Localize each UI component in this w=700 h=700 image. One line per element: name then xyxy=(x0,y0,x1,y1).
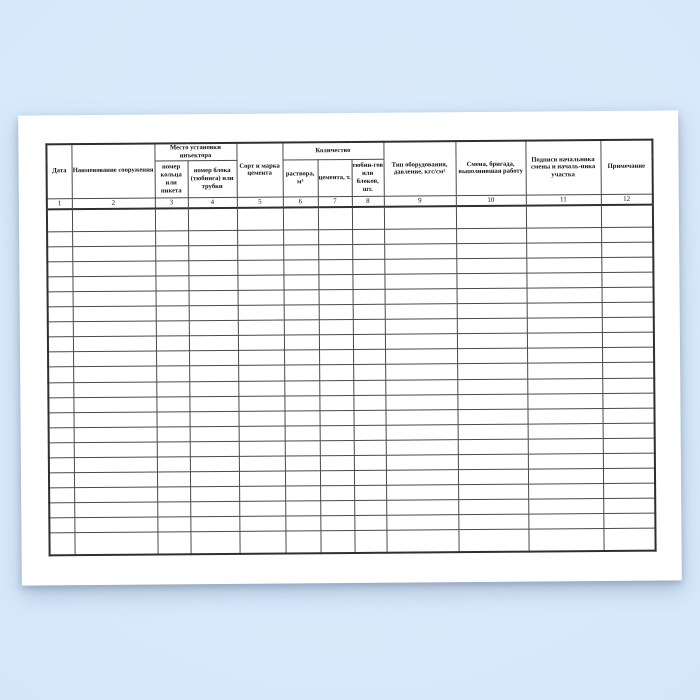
empty-cell xyxy=(527,363,602,379)
empty-cell xyxy=(74,487,157,503)
empty-cell xyxy=(74,457,157,473)
empty-cell xyxy=(284,365,319,380)
empty-cell xyxy=(601,273,653,288)
column-number-cell: 8 xyxy=(352,196,384,207)
empty-cell xyxy=(528,513,603,529)
header-group-cell: Количество xyxy=(282,142,383,160)
empty-cell xyxy=(283,230,318,245)
empty-cell xyxy=(354,485,386,500)
empty-cell xyxy=(458,484,528,500)
empty-cell xyxy=(456,274,526,290)
empty-cell xyxy=(190,441,239,456)
empty-cell xyxy=(386,514,458,530)
empty-cell xyxy=(527,348,602,364)
column-number-cell: 3 xyxy=(155,198,188,209)
empty-cell xyxy=(48,292,73,307)
empty-cell xyxy=(156,411,189,426)
empty-cell xyxy=(320,455,354,470)
empty-cell xyxy=(285,455,320,470)
empty-cell xyxy=(155,276,188,291)
empty-cell xyxy=(283,260,318,275)
empty-cell xyxy=(528,468,603,484)
empty-cell xyxy=(458,424,528,440)
empty-cell xyxy=(189,336,238,351)
empty-cell xyxy=(190,486,239,501)
empty-cell xyxy=(603,468,655,483)
empty-cell xyxy=(156,351,189,366)
empty-cell xyxy=(284,305,319,320)
empty-cell xyxy=(48,322,73,337)
empty-cell xyxy=(352,275,384,290)
empty-cell xyxy=(48,412,73,427)
empty-cell xyxy=(239,531,285,554)
empty-cell xyxy=(457,334,527,350)
empty-cell xyxy=(354,470,386,485)
empty-cell xyxy=(458,469,528,485)
empty-cell xyxy=(602,408,654,423)
empty-cell xyxy=(47,262,72,277)
empty-cell xyxy=(528,498,603,514)
empty-cell xyxy=(73,351,156,367)
empty-cell xyxy=(49,502,74,517)
empty-cell xyxy=(526,243,601,259)
empty-cell xyxy=(157,471,190,486)
empty-cell xyxy=(72,246,155,262)
header-sub-cell: тюбин-гов или блоков, шт. xyxy=(352,159,384,196)
empty-cell xyxy=(603,483,655,498)
empty-cell xyxy=(237,275,283,290)
empty-cell xyxy=(527,333,602,349)
header-sub-cell: раствора, м³ xyxy=(283,160,318,197)
empty-cell xyxy=(49,442,74,457)
empty-cell xyxy=(601,257,653,272)
empty-cell xyxy=(458,454,528,470)
form-header xyxy=(46,140,653,210)
empty-cell xyxy=(319,305,353,320)
empty-cell xyxy=(74,517,157,533)
header-cell: Примечание xyxy=(600,140,652,195)
empty-cell xyxy=(73,321,156,337)
empty-cell xyxy=(189,321,238,336)
empty-cell xyxy=(284,380,319,395)
empty-cell xyxy=(320,500,354,515)
empty-cell xyxy=(189,396,238,411)
empty-cell xyxy=(384,229,456,245)
empty-cell xyxy=(47,232,72,247)
empty-cell xyxy=(283,245,318,260)
paper-sheet xyxy=(18,110,682,585)
empty-cell xyxy=(353,395,385,410)
empty-cell xyxy=(156,336,189,351)
empty-cell xyxy=(284,290,319,305)
empty-cell xyxy=(48,352,73,367)
empty-cell xyxy=(603,423,655,438)
empty-cell xyxy=(354,425,386,440)
empty-cell xyxy=(49,517,74,532)
empty-cell xyxy=(353,335,385,350)
empty-cell xyxy=(603,513,655,528)
empty-cell xyxy=(188,208,237,231)
header-cell: Тип оборудования, давление, кгс/см² xyxy=(383,141,455,196)
empty-cell xyxy=(353,305,385,320)
empty-cell xyxy=(238,396,284,411)
empty-cell xyxy=(456,206,526,229)
column-number-cell: 5 xyxy=(237,197,283,208)
empty-cell xyxy=(384,274,456,290)
empty-cell xyxy=(354,500,386,515)
empty-cell xyxy=(155,209,188,232)
empty-cell xyxy=(385,334,457,350)
empty-cell xyxy=(385,379,457,395)
empty-cell xyxy=(458,439,528,455)
empty-cell xyxy=(319,410,353,425)
empty-cell xyxy=(319,395,353,410)
header-cell: Подписи начальника смены и началь-ника участка xyxy=(525,140,600,195)
empty-cell xyxy=(602,363,654,378)
empty-cell xyxy=(602,303,654,318)
empty-cell xyxy=(602,348,654,363)
empty-cell xyxy=(352,260,384,275)
form-body xyxy=(47,205,656,555)
column-number-cell: 2 xyxy=(72,198,155,210)
empty-cell xyxy=(189,366,238,381)
empty-cell xyxy=(458,529,528,552)
empty-cell xyxy=(353,350,385,365)
empty-cell xyxy=(318,260,352,275)
empty-cell xyxy=(239,516,285,531)
empty-cell xyxy=(354,530,386,553)
empty-cell xyxy=(156,366,189,381)
empty-cell xyxy=(188,261,237,276)
empty-cell xyxy=(237,208,283,231)
empty-cell xyxy=(320,425,354,440)
form-area xyxy=(45,139,656,557)
column-number-cell: 4 xyxy=(188,197,237,208)
empty-cell xyxy=(155,246,188,261)
empty-cell xyxy=(457,379,527,395)
column-number-cell: 6 xyxy=(283,197,318,208)
empty-cell xyxy=(239,426,285,441)
empty-cell xyxy=(157,501,190,516)
empty-cell xyxy=(603,498,655,513)
empty-cell xyxy=(320,530,354,553)
empty-cell xyxy=(157,441,190,456)
empty-cell xyxy=(385,319,457,335)
empty-cell xyxy=(188,231,237,246)
empty-cell xyxy=(354,515,386,530)
empty-cell xyxy=(190,501,239,516)
header-sub-cell: номер блока (тюбинга) или трубки xyxy=(188,160,237,197)
empty-cell xyxy=(238,381,284,396)
empty-cell xyxy=(48,367,73,382)
empty-cell xyxy=(602,333,654,348)
empty-cell xyxy=(285,470,320,485)
empty-cell xyxy=(385,289,457,305)
empty-cell xyxy=(285,440,320,455)
empty-cell xyxy=(602,318,654,333)
empty-cell xyxy=(283,275,318,290)
empty-cell xyxy=(239,471,285,486)
empty-cell xyxy=(320,440,354,455)
empty-cell xyxy=(352,230,384,245)
header-group-cell: Место установки инъектора xyxy=(154,143,236,161)
empty-cell xyxy=(528,483,603,499)
empty-cell xyxy=(239,441,285,456)
empty-cell xyxy=(156,306,189,321)
empty-cell xyxy=(319,335,353,350)
empty-cell xyxy=(457,304,527,320)
empty-cell xyxy=(601,205,653,228)
empty-cell xyxy=(527,318,602,334)
empty-cell xyxy=(156,396,189,411)
empty-cell xyxy=(354,455,386,470)
empty-cell xyxy=(527,303,602,319)
empty-cell xyxy=(319,320,353,335)
header-sub-cell: номер кольца или пикета xyxy=(155,161,188,198)
empty-cell xyxy=(239,486,285,501)
empty-cell xyxy=(526,228,601,244)
empty-cell xyxy=(353,320,385,335)
empty-cell xyxy=(189,351,238,366)
column-number-cell: 9 xyxy=(384,195,456,207)
empty-cell xyxy=(188,246,237,261)
empty-cell xyxy=(156,321,189,336)
empty-cell xyxy=(74,502,157,518)
empty-cell xyxy=(155,261,188,276)
empty-cell xyxy=(47,209,72,232)
empty-cell xyxy=(527,378,602,394)
empty-cell xyxy=(318,275,352,290)
empty-cell xyxy=(72,209,155,232)
empty-cell xyxy=(237,230,283,245)
empty-cell xyxy=(384,259,456,275)
empty-cell xyxy=(74,472,157,488)
empty-cell xyxy=(526,205,601,228)
empty-cell xyxy=(190,426,239,441)
empty-cell xyxy=(72,261,155,277)
empty-cell xyxy=(284,335,319,350)
empty-cell xyxy=(386,484,458,500)
empty-cell xyxy=(155,231,188,246)
empty-cell xyxy=(284,320,319,335)
empty-cell xyxy=(386,424,458,440)
empty-cell xyxy=(285,515,320,530)
empty-cell xyxy=(318,245,352,260)
empty-cell xyxy=(74,442,157,458)
empty-cell xyxy=(602,378,654,393)
empty-cell xyxy=(386,409,458,425)
empty-cell xyxy=(319,365,353,380)
empty-cell xyxy=(72,276,155,292)
empty-cell xyxy=(458,499,528,515)
empty-cell xyxy=(157,426,190,441)
empty-cell xyxy=(320,515,354,530)
empty-cell xyxy=(190,531,239,554)
empty-cell xyxy=(601,227,653,242)
empty-cell xyxy=(457,409,527,425)
empty-cell xyxy=(603,453,655,468)
empty-cell xyxy=(157,456,190,471)
empty-cell xyxy=(384,244,456,260)
empty-cell xyxy=(156,291,189,306)
empty-cell xyxy=(157,531,190,554)
empty-cell xyxy=(528,423,603,439)
empty-cell xyxy=(385,394,457,410)
empty-cell xyxy=(48,307,73,322)
empty-cell xyxy=(527,393,602,409)
empty-cell xyxy=(319,380,353,395)
empty-cell xyxy=(526,258,601,274)
empty-cell xyxy=(385,349,457,365)
empty-cell xyxy=(386,529,458,552)
empty-cell xyxy=(283,208,318,231)
empty-cell xyxy=(528,453,603,469)
header-cell: Сорт и марка цемента xyxy=(236,143,282,198)
empty-cell xyxy=(73,412,156,428)
empty-cell xyxy=(318,207,352,230)
empty-cell xyxy=(320,470,354,485)
empty-cell xyxy=(457,349,527,365)
empty-cell xyxy=(74,532,157,555)
empty-cell xyxy=(456,258,526,274)
empty-cell xyxy=(285,485,320,500)
empty-cell xyxy=(602,393,654,408)
empty-cell xyxy=(73,336,156,352)
column-number-cell: 10 xyxy=(456,195,526,207)
empty-cell xyxy=(237,245,283,260)
empty-cell xyxy=(238,305,284,320)
empty-cell xyxy=(527,288,602,304)
empty-cell xyxy=(318,230,352,245)
empty-cell xyxy=(73,291,156,307)
empty-cell xyxy=(189,411,238,426)
empty-cell xyxy=(48,382,73,397)
empty-cell xyxy=(73,397,156,413)
empty-cell xyxy=(386,499,458,515)
empty-cell xyxy=(190,471,239,486)
empty-cell xyxy=(72,231,155,247)
empty-cell xyxy=(603,438,655,453)
empty-cell xyxy=(284,395,319,410)
empty-cell xyxy=(353,290,385,305)
empty-cell xyxy=(457,289,527,305)
empty-cell xyxy=(238,350,284,365)
empty-cell xyxy=(458,514,528,530)
empty-cell xyxy=(156,381,189,396)
empty-cell xyxy=(238,411,284,426)
empty-cell xyxy=(602,288,654,303)
empty-cell xyxy=(386,469,458,485)
journal-form-table xyxy=(45,139,656,557)
empty-cell xyxy=(157,516,190,531)
empty-cell xyxy=(528,438,603,454)
empty-cell xyxy=(239,456,285,471)
empty-cell xyxy=(73,306,156,322)
empty-cell xyxy=(457,394,527,410)
empty-cell xyxy=(528,528,603,551)
empty-cell xyxy=(157,486,190,501)
empty-cell xyxy=(190,456,239,471)
empty-cell xyxy=(319,350,353,365)
empty-cell xyxy=(189,291,238,306)
empty-cell xyxy=(285,425,320,440)
empty-cell xyxy=(49,487,74,502)
empty-cell xyxy=(353,365,385,380)
empty-cell xyxy=(239,501,285,516)
empty-cell xyxy=(353,410,385,425)
empty-cell xyxy=(603,528,655,551)
column-number-cell: 11 xyxy=(526,194,601,206)
empty-cell xyxy=(456,228,526,244)
header-sub-cell: цемента, т. xyxy=(318,159,352,196)
empty-cell xyxy=(49,472,74,487)
empty-cell xyxy=(237,260,283,275)
empty-cell xyxy=(285,530,320,553)
empty-cell xyxy=(284,350,319,365)
empty-cell xyxy=(73,382,156,398)
empty-cell xyxy=(48,337,73,352)
empty-cell xyxy=(457,319,527,335)
empty-cell xyxy=(48,397,73,412)
empty-cell xyxy=(238,320,284,335)
empty-cell xyxy=(285,500,320,515)
empty-cell xyxy=(47,277,72,292)
empty-cell xyxy=(189,306,238,321)
empty-cell xyxy=(527,408,602,424)
empty-cell xyxy=(238,366,284,381)
empty-cell xyxy=(47,247,72,262)
empty-cell xyxy=(238,335,284,350)
header-cell: Дата xyxy=(46,144,71,199)
empty-cell xyxy=(73,367,156,383)
empty-cell xyxy=(385,304,457,320)
empty-cell xyxy=(456,243,526,259)
empty-cell xyxy=(526,273,601,289)
empty-cell xyxy=(385,364,457,380)
empty-cell xyxy=(320,485,354,500)
empty-cell xyxy=(49,457,74,472)
empty-cell xyxy=(354,440,386,455)
column-number-cell: 1 xyxy=(47,198,72,209)
empty-cell xyxy=(49,427,74,442)
empty-cell xyxy=(457,364,527,380)
empty-cell xyxy=(49,532,74,555)
header-cell: Смена, бригада, выполнившая работу xyxy=(455,141,525,196)
empty-cell xyxy=(352,207,384,230)
empty-cell xyxy=(386,439,458,455)
empty-cell xyxy=(384,206,456,229)
empty-cell xyxy=(188,276,237,291)
empty-cell xyxy=(601,242,653,257)
empty-cell xyxy=(284,410,319,425)
empty-cell xyxy=(353,380,385,395)
empty-cell xyxy=(190,516,239,531)
column-number-cell: 7 xyxy=(318,196,352,207)
column-number-cell: 12 xyxy=(601,194,653,205)
empty-cell xyxy=(386,454,458,470)
empty-cell xyxy=(74,427,157,443)
empty-cell xyxy=(352,245,384,260)
empty-cell xyxy=(319,290,353,305)
header-cell: Наименование сооружения xyxy=(71,144,154,199)
empty-row xyxy=(49,528,655,556)
empty-cell xyxy=(238,290,284,305)
empty-cell xyxy=(189,381,238,396)
